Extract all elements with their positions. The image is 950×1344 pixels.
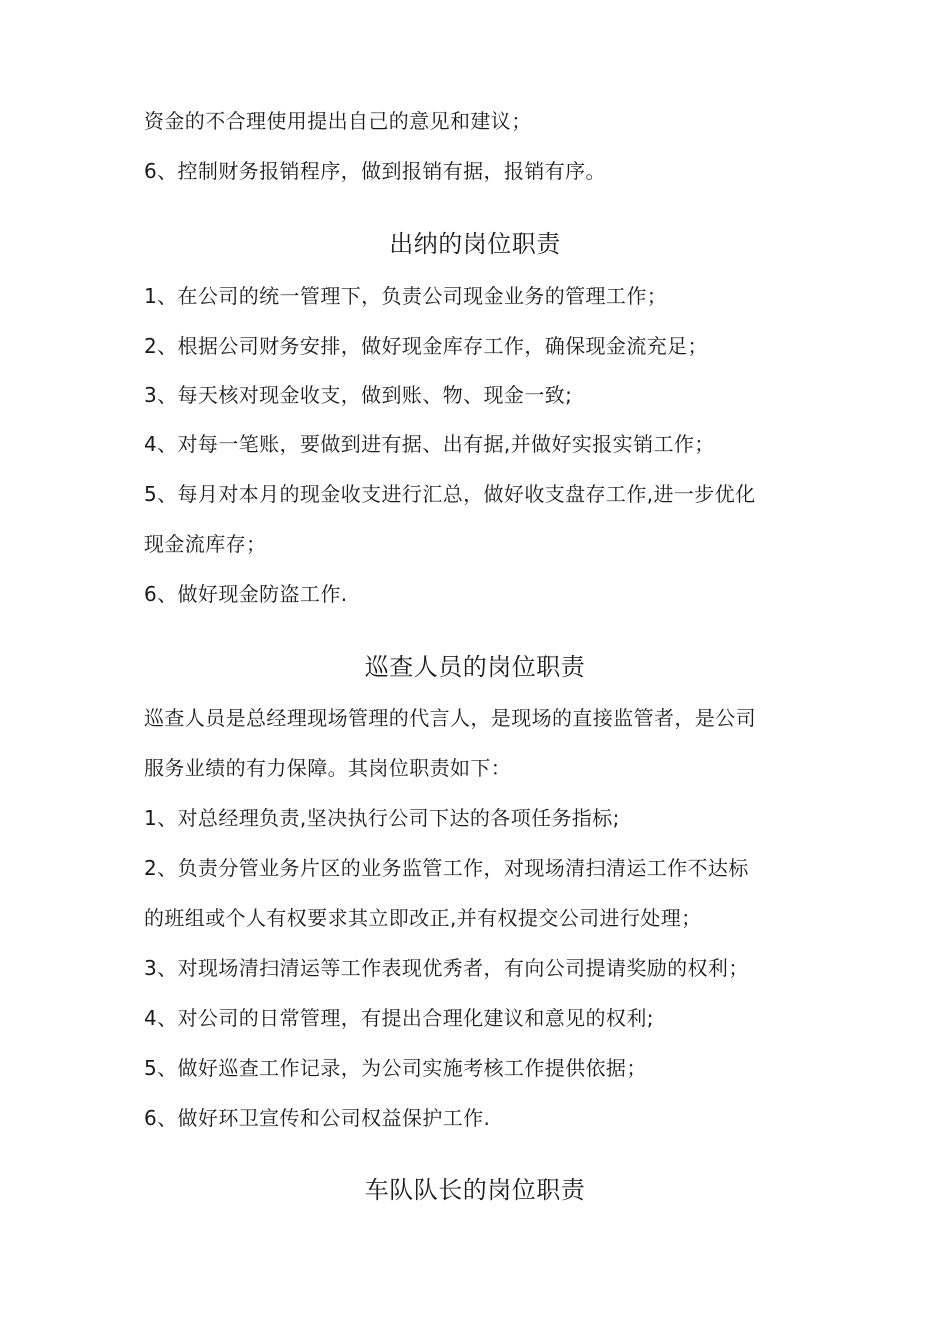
cashier-heading: 出纳的岗位职责	[389, 230, 561, 258]
inspector-intro-2: 服务业绩的有力保障。其岗位职责如下：	[144, 756, 512, 780]
inspector-item-1: 1、对总经理负责,坚决执行公司下达的各项任务指标;	[144, 806, 620, 830]
inspector-intro-1: 巡查人员是总经理现场管理的代言人，是现场的直接监管者，是公司	[144, 706, 756, 730]
inspector-item-2-cont: 的班组或个人有权要求其立即改正,并有权提交公司进行处理；	[144, 906, 702, 930]
cashier-item-3: 3、每天核对现金收支，做到账、物、现金一致;	[144, 383, 573, 407]
inspector-heading: 巡查人员的岗位职责	[364, 653, 586, 681]
cashier-item-5-cont: 现金流库存；	[144, 532, 267, 556]
inspector-item-5: 5、做好巡查工作记录，为公司实施考核工作提供依据；	[144, 1056, 647, 1080]
cashier-item-1: 1、在公司的统一管理下，负责公司现金业务的管理工作；	[144, 284, 668, 308]
inspector-item-3: 3、对现场清扫清运等工作表现优秀者，有向公司提请奖励的权利；	[144, 956, 749, 980]
fleet-leader-heading: 车队队长的岗位职责	[364, 1176, 586, 1204]
cashier-item-5: 5、每月对本月的现金收支进行汇总，做好收支盘存工作,进一步优化	[144, 482, 756, 506]
cashier-item-6: 6、做好现金防盗工作.	[144, 582, 348, 606]
cashier-item-2: 2、根据公司财务安排，做好现金库存工作，确保现金流充足；	[144, 334, 708, 358]
inspector-item-6: 6、做好环卫宣传和公司权益保护工作.	[144, 1106, 491, 1130]
cashier-item-4: 4、对每一笔账，要做到进有据、出有据,并做好实报实销工作；	[144, 432, 715, 456]
inspector-item-4: 4、对公司的日常管理，有提出合理化建议和意见的权利;	[144, 1006, 654, 1030]
intro-line-1: 资金的不合理使用提出自己的意见和建议；	[144, 109, 532, 133]
intro-line-2: 6、控制财务报销程序，做到报销有据，报销有序。	[144, 159, 606, 183]
inspector-item-2: 2、负责分管业务片区的业务监管工作，对现场清扫清运工作不达标	[144, 856, 749, 880]
